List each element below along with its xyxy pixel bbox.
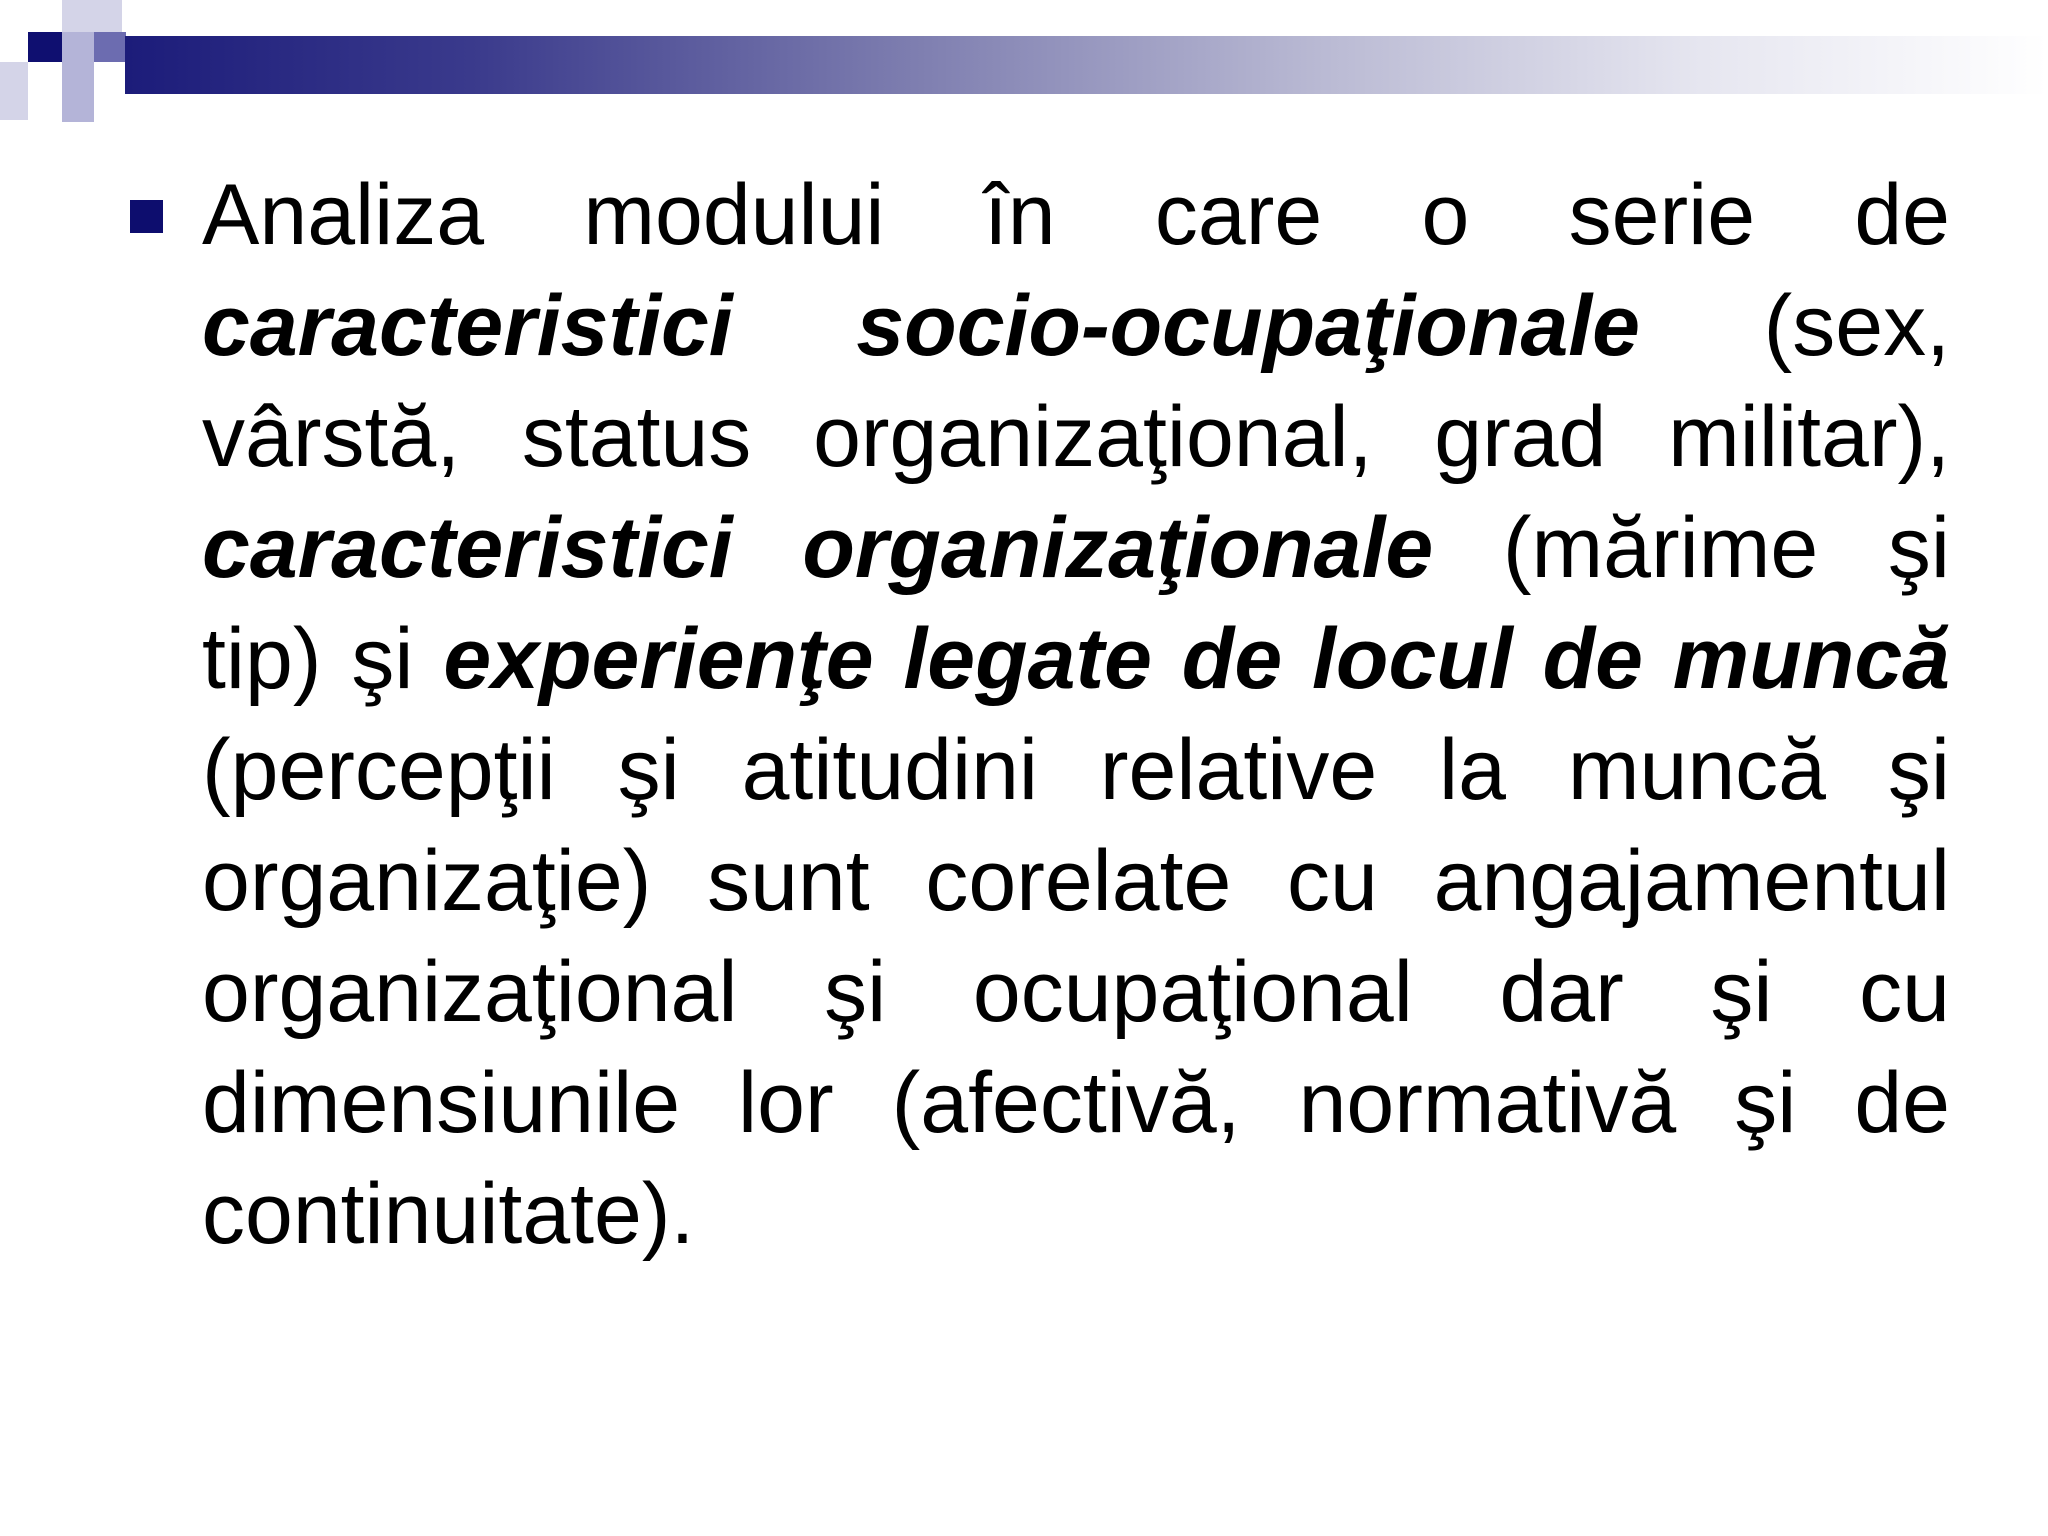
decor-square-pale — [62, 0, 122, 32]
decor-square-pale-2 — [0, 62, 28, 120]
square-bullet-icon — [130, 200, 163, 233]
decor-square-dark — [28, 32, 62, 62]
text-segment: (mărime şi tip) şi — [202, 500, 1950, 707]
decor-square-light-3 — [62, 92, 94, 122]
decor-square-light — [62, 32, 94, 62]
emphasized-term-organizational: caracteristici organizaţionale — [202, 500, 1434, 596]
decor-square-light-2 — [62, 62, 94, 92]
text-segment: (sex, vârstă, status organizaţional, grad militar), — [202, 278, 1950, 485]
text-segment: (percepţii şi atitudini relative la muncă şi organizaţie) sunt corelate cu angajamentul organizaţional şi ocupaţional dar şi cu dimensiunile lor (afectivă, normativă şi de continuitate). — [202, 722, 1950, 1262]
bullet-item — [130, 160, 1950, 1270]
bullet-paragraph — [202, 160, 1950, 1270]
decor-square-mid — [94, 32, 126, 62]
emphasized-term-socio-occupational: caracteristici socio-ocupaţionale — [202, 278, 1640, 374]
text-segment: Analiza modului în care o serie de — [202, 167, 1950, 263]
slide-content — [130, 160, 1950, 1270]
header-gradient-bar — [125, 36, 2048, 94]
emphasized-term-workplace-experiences: experienţe legate de locul de muncă — [443, 611, 1950, 707]
